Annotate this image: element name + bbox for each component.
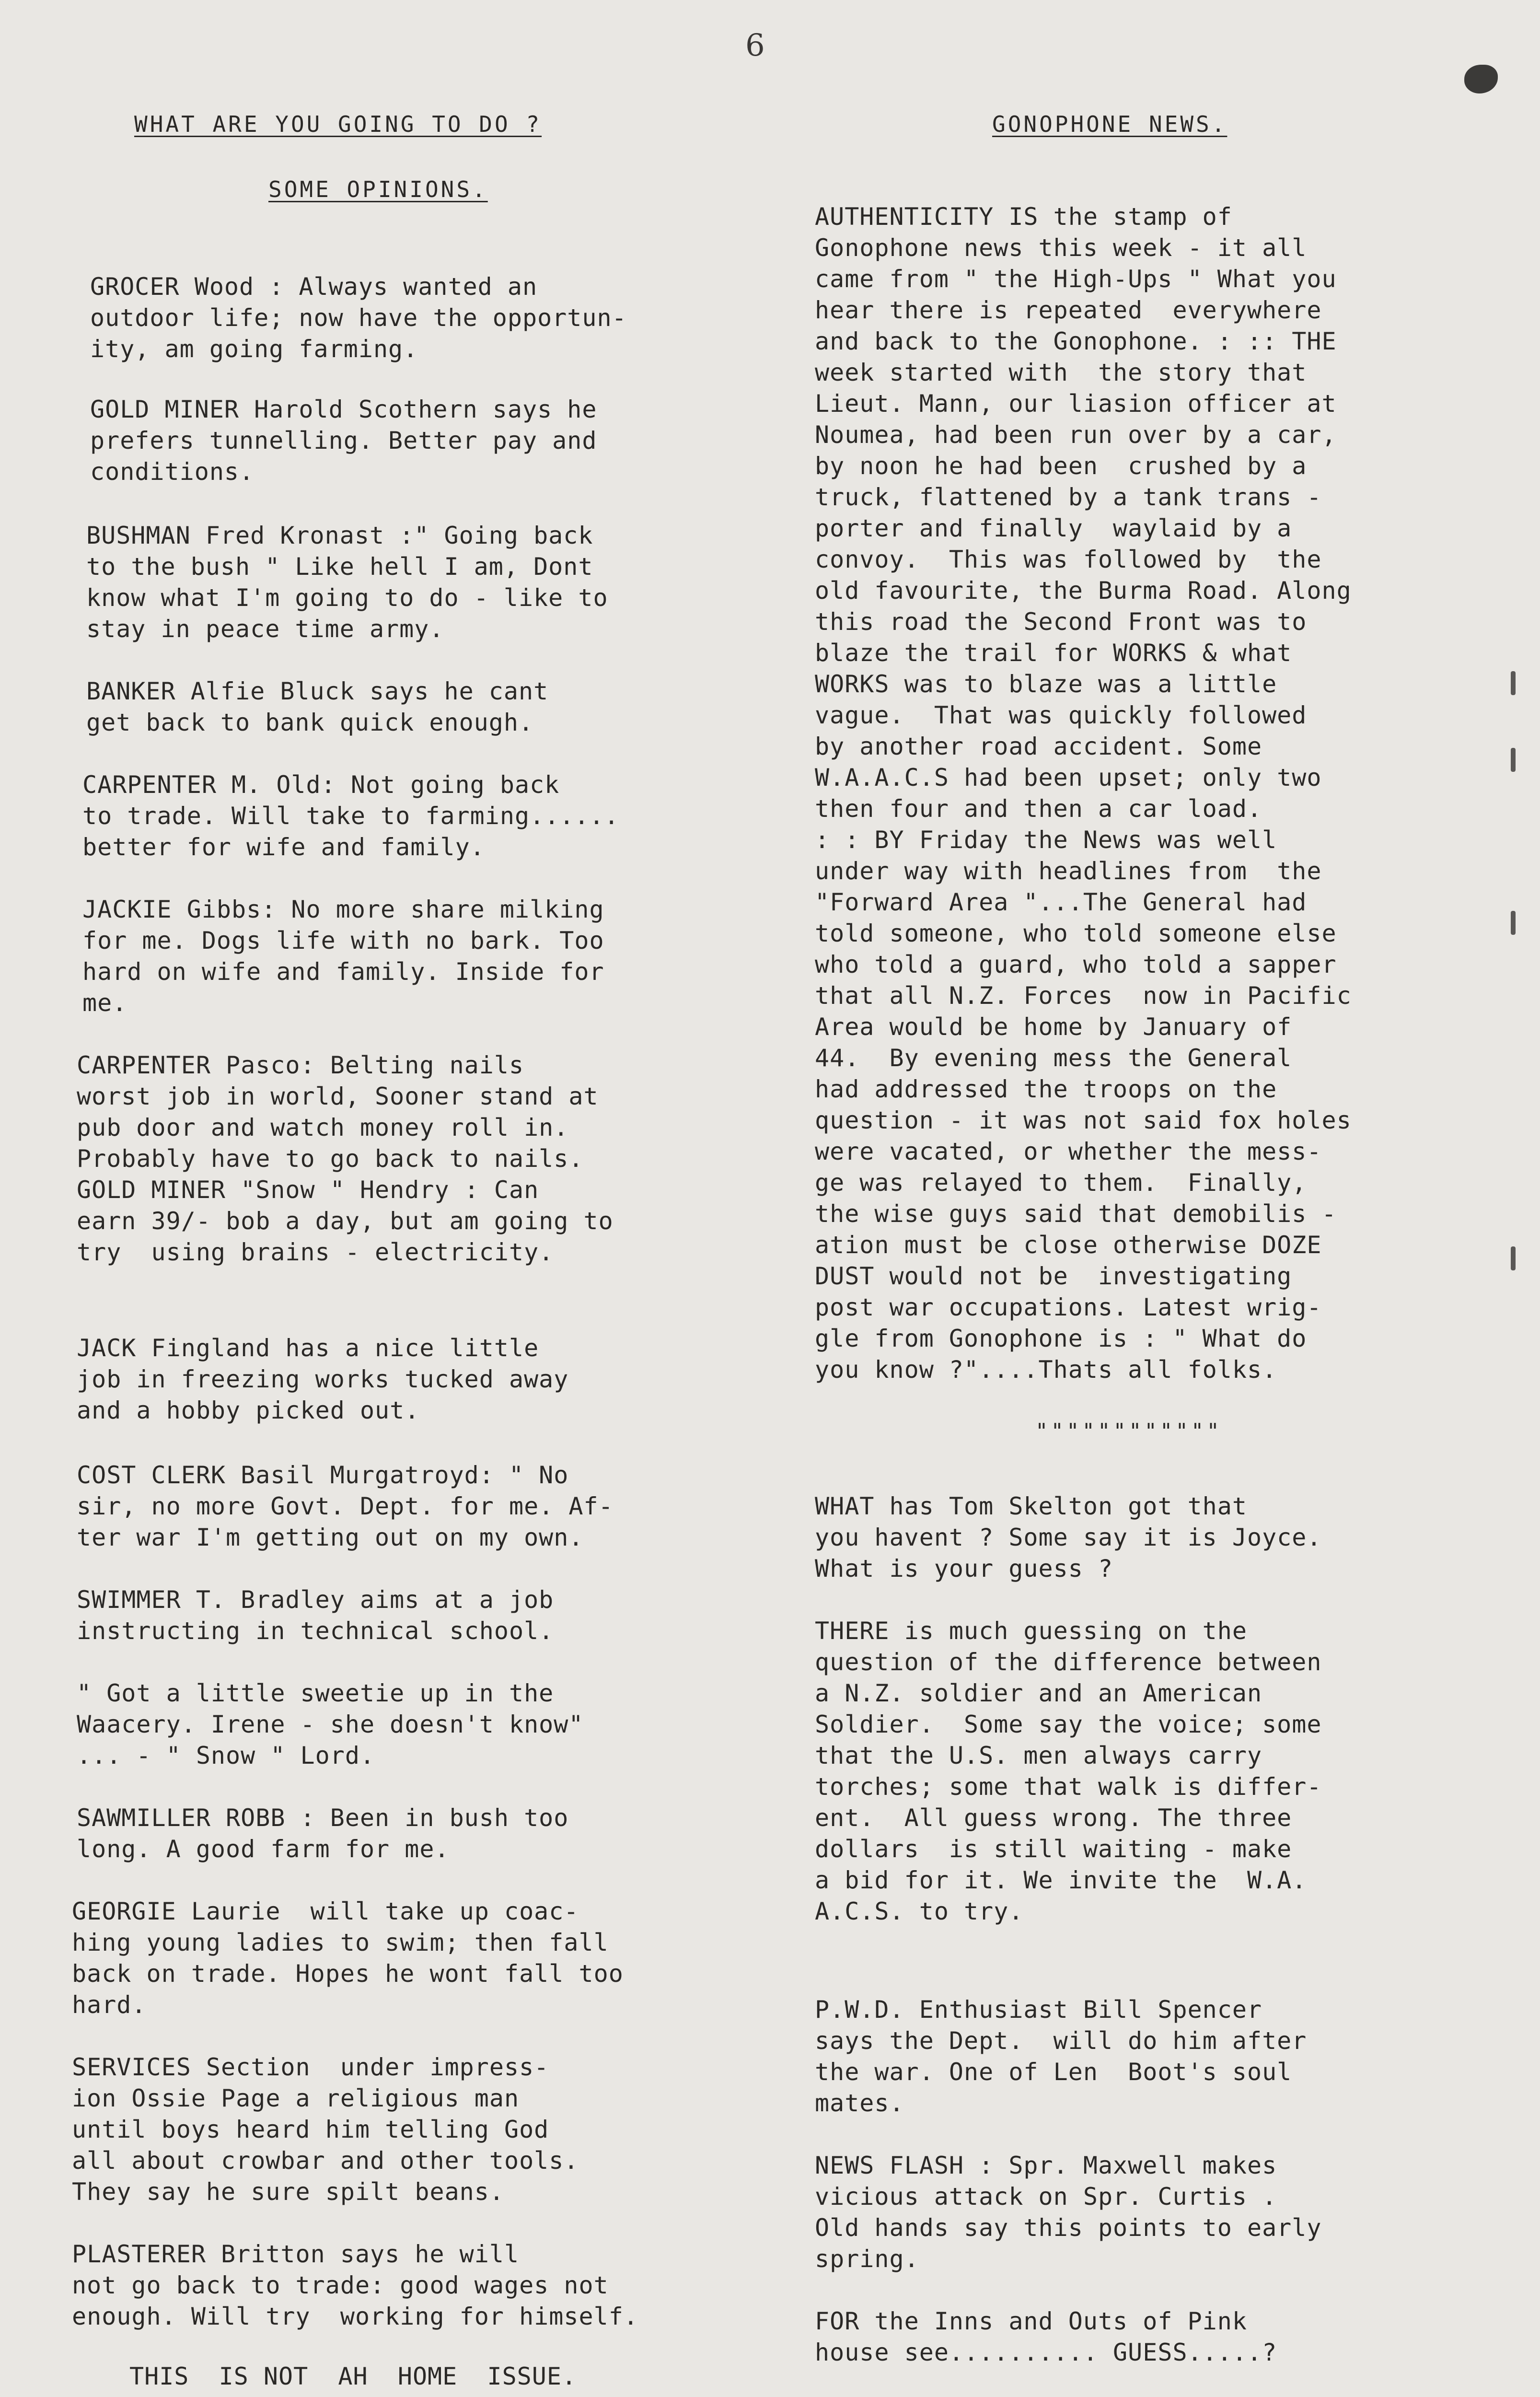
punch-mark [1511,1246,1516,1270]
news-paragraph: NEWS FLASH : Spr. Maxwell makes vicious attack on Spr. Curtis . Old hands say this points to early spring. [815,2152,1322,2273]
right-separator: """""""""""" [1035,1419,1222,1443]
opinion-paragraph: GEORGIE Laurie will take up coac- hing young ladies to swim; then fall back on trade. Hopes he wont fall too hard. [72,1897,624,2019]
ink-smudge [1464,65,1498,93]
opinion-paragraph: PLASTERER Britton says he will not go back to trade: good wages not enough. Will try working for himself. [72,2240,638,2330]
page-number: 6 [745,28,765,63]
opinion-paragraph: CARPENTER M. Old: Not going back to trade. Will take to farming...... better for wife and family. [82,771,619,861]
left-heading: WHAT ARE YOU GOING TO DO ? [134,111,542,137]
opinion-paragraph: BUSHMAN Fred Kronast :" Going back to the bush " Like hell I am, Dont know what I'm going to do - like to stay in peace time army. [86,522,608,643]
opinion-paragraph: SERVICES Section under impress- ion Ossie Page a religious man until boys heard him telling God all about crowbar and other tools. They say he sure spilt beans. [72,2053,579,2206]
news-paragraph: WHAT has Tom Skelton got that you havent ? Some say it is Joyce. What is your guess ? [815,1492,1322,1582]
right-heading: GONOPHONE NEWS. [992,111,1227,137]
opinion-paragraph: JACK Fingland has a nice little job in freezing works tucked away and a hobby picked out. [77,1334,569,1424]
news-paragraph: AUTHENTICITY IS the stamp of Gonophone news this week - it all came from " the High-Ups " What you hear there is repeated everywhere and back to the Gonophone. : :: THE week started with the story that Lieut. Mann, our liasion officer at Noumea, had been run over by a car, by noon he had been crushed by a truck, flattened by a tank trans - porter and finally waylaid by a convoy. This was followed by the old favourite, the Burma Road. Along this road the Second Front was to blaze the trail for WORKS & what WORKS was to blaze was a little vague. That was quickly followed by another road accident. Some W.A.A.C.S had been upset; only two then four and then a car load. : : BY Friday the News was well under way with headlines from the "Forward Area "...The General had told someone, who told someone else who told a guard, who told a sapper that all N.Z. Forces now in Pacific Area would be home by January of 44. By evening mess the General had addressed the troops on the question - it was not said fox holes were vacated, or whether the mess- ge was relayed to them. Finally, the wise guys said that demobilis - ation must be close otherwise DOZE DUST would not be investigating post war occupations. Latest wrig- gle from Gonophone is : " What do you know ?"....Thats all folks. [815,203,1352,1384]
opinion-paragraph: GROCER Wood : Always wanted an outdoor life; now have the opportun- ity, am going farming. [90,273,627,363]
opinion-paragraph: CARPENTER Pasco: Belting nails worst job in world, Sooner stand at pub door and watch money roll in. Probably have to go back to nails. [77,1051,599,1173]
opinion-paragraph: " Got a little sweetie up in the Waacery. Irene - she doesn't know" ... - " Snow " Lord. [77,1679,584,1769]
opinion-paragraph: GOLD MINER Harold Scothern says he prefers tunnelling. Better pay and conditions. [90,396,597,486]
punch-mark [1511,748,1516,772]
news-paragraph: THERE is much guessing on the question of the difference between a N.Z. soldier and an American Soldier. Some say the voice; some that the U.S. men always carry torches; some that walk is differ- ent. All guess wrong. The three dollars is still waiting - make a bid for it. We invite the W.A. A.C.S. to try. [815,1617,1322,1925]
opinion-paragraph: SWIMMER T. Bradley aims at a job instructing in technical school. [77,1586,554,1645]
news-paragraph: P.W.D. Enthusiast Bill Spencer says the Dept. will do him after the war. One of Len Boot's soul mates. [815,1996,1307,2117]
opinion-paragraph: COST CLERK Basil Murgatroyd: " No sir, no more Govt. Dept. for me. Af- ter war I'm getting out on my own. [77,1461,614,1551]
news-paragraph: FOR the Inns and Outs of Pink house see.......... GUESS.....? [815,2307,1277,2366]
opinion-paragraph: GOLD MINER "Snow " Hendry : Can earn 39/- bob a day, but am going to try using brains - electricity. [77,1176,614,1266]
closing-note: THIS IS NOT AH HOME ISSUE. [129,2362,577,2390]
punch-mark [1511,911,1516,935]
punch-mark [1511,671,1516,695]
left-subheading: SOME OPINIONS. [268,176,488,202]
opinion-paragraph: BANKER Alfie Bluck says he cant get back to bank quick enough. [86,677,549,736]
opinion-paragraph: JACKIE Gibbs: No more share milking for me. Dogs life with no bark. Too hard on wife and family. Inside for me. [82,896,604,1017]
opinion-paragraph: SAWMILLER ROBB : Been in bush too long. A good farm for me. [77,1804,569,1863]
